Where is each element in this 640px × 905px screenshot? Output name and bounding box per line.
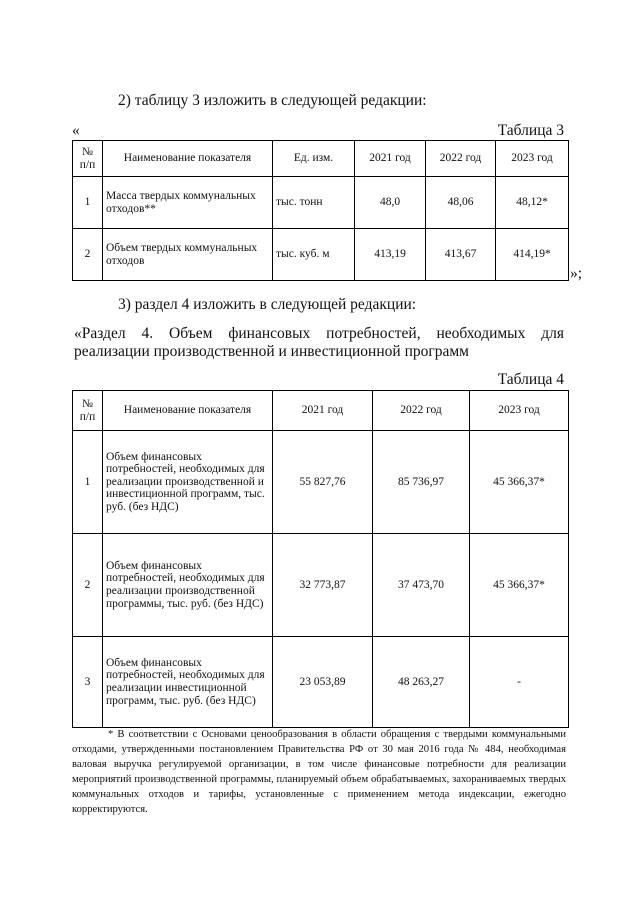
table3-header-num: № п/п: [73, 141, 103, 177]
indicator-name: Объем финансовых потребностей, необходимых для реализации производственной и инвестиционной программ, тыс. руб. (без НДС): [103, 431, 273, 534]
unit-cell: тыс. куб. м: [273, 229, 355, 281]
value-2021: 55 827,76: [273, 431, 373, 534]
table3-header-2021: 2021 год: [355, 141, 426, 177]
table4-caption: Таблица 4: [497, 371, 564, 388]
indicator-name: Объем финансовых потребностей, необходимых для реализации инвестиционной программ, тыс. руб. (без НДС): [103, 637, 273, 728]
table4-header-row: [73, 391, 569, 431]
table4-header-2022: 2022 год: [373, 391, 470, 431]
table3-header-row: [73, 141, 569, 177]
value-2021: 32 773,87: [273, 534, 373, 637]
row-number: 3: [73, 637, 103, 728]
table3-header-2022: 2022 год: [426, 141, 496, 177]
value-2023: -: [470, 637, 569, 728]
row-number: 2: [73, 229, 103, 281]
close-quote: »;: [570, 265, 583, 282]
value-2021: 48,0: [355, 177, 426, 229]
paragraph-3: 3) раздел 4 изложить в следующей редакции:: [118, 296, 417, 313]
table4-header-name: Наименование показателя: [103, 391, 273, 431]
indicator-name: Объем твердых коммунальных отходов: [103, 229, 273, 281]
table3-header-2023: 2023 год: [496, 141, 569, 177]
table3-caption: Таблица 3: [497, 122, 564, 139]
table-3: [72, 140, 569, 281]
value-2022: 413,67: [426, 229, 496, 281]
value-2022: 37 473,70: [373, 534, 470, 637]
indicator-name: Объем финансовых потребностей, необходимых для реализации производственной программы, тыс. руб. (без НДС): [103, 534, 273, 637]
indicator-name: Масса твердых коммунальных отходов**: [103, 177, 273, 229]
value-2023: 48,12*: [496, 177, 569, 229]
value-2022: 85 736,97: [373, 431, 470, 534]
open-quote: «: [72, 122, 80, 139]
table-row: [73, 431, 569, 534]
value-2021: 23 053,89: [273, 637, 373, 728]
section-title-line-2: реализации производственной и инвестиционной программ: [74, 343, 469, 360]
table4-header-num: № п/п: [73, 391, 103, 431]
row-number: 2: [73, 534, 103, 637]
value-2023: 414,19*: [496, 229, 569, 281]
table-row: [73, 534, 569, 637]
table4-header-2023: 2023 год: [470, 391, 569, 431]
table3-header-name: Наименование показателя: [103, 141, 273, 177]
table3-header-unit: Ед. изм.: [273, 141, 355, 177]
section-title-line-1: «Раздел 4. Объем финансовых потребностей, необходимых для: [74, 325, 564, 342]
row-number: 1: [73, 177, 103, 229]
value-2021: 413,19: [355, 229, 426, 281]
table-4: [72, 390, 569, 728]
table-row: [73, 177, 569, 229]
footnote: * В соответствии с Основами ценообразования в области обращения с твердыми коммунальными отходами, утвержденными постановлением Правительства РФ от 30 мая 2016 года № 484, необходимая валовая выручка регулируемой организации, в том числе финансовые потребности для реализации мероприятий производственной программы, планируемый объем обрабатываемых, захораниваемых твердых коммунальных отходов и тарифы, установленные с применением метода индексации, ежегодно корректируются.: [72, 729, 566, 816]
unit-cell: тыс. тонн: [273, 177, 355, 229]
value-2023: 45 366,37*: [470, 431, 569, 534]
table-row: [73, 229, 569, 281]
value-2022: 48 263,27: [373, 637, 470, 728]
paragraph-2: 2) таблицу 3 изложить в следующей редакции:: [118, 92, 427, 109]
value-2023: 45 366,37*: [470, 534, 569, 637]
table-row: [73, 637, 569, 728]
table4-header-2021: 2021 год: [273, 391, 373, 431]
value-2022: 48,06: [426, 177, 496, 229]
row-number: 1: [73, 431, 103, 534]
